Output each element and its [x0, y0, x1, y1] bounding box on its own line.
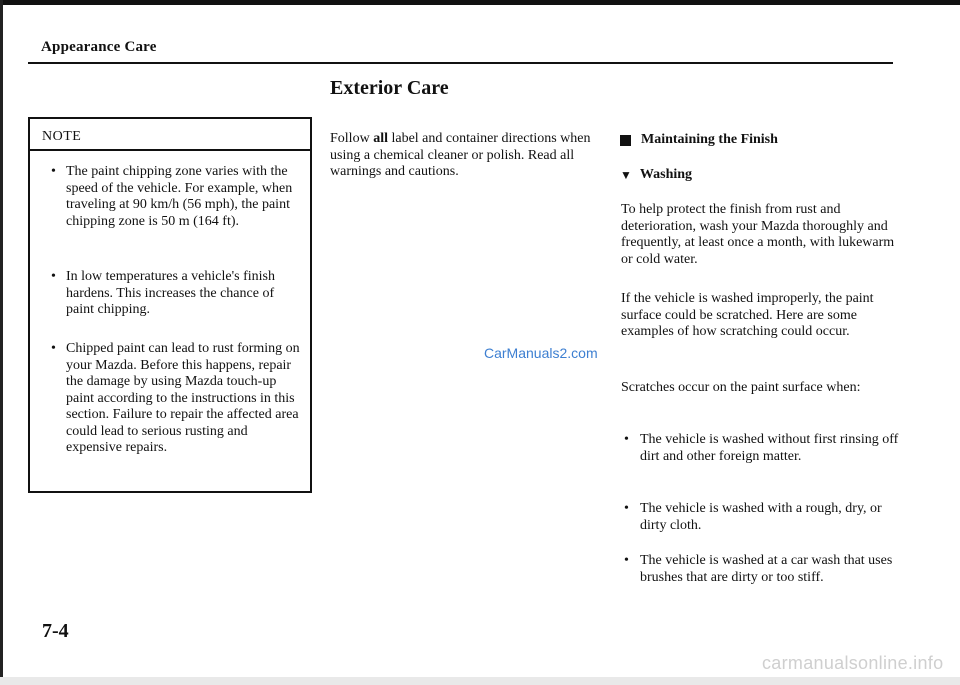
note-box [28, 117, 312, 493]
heading-maintaining [620, 132, 778, 148]
paragraph-improper: If the vehicle is washed improperly, the paint surface could be scratched. Here are some examples of how scratching could occur. [621, 291, 874, 339]
page-frame-bottom [0, 677, 960, 685]
note-item: • Chipped paint can lead to rust forming on your Mazda. Before this happens, repair the damage by using Mazda touch-up paint according to the instructions in this section. Failure to repair the affected area could lead to serious rusting and expensive repairs. [66, 341, 302, 457]
header-rule [28, 62, 893, 64]
intro-suffix: label and container directions when using a chemical cleaner or polish. Read all warnings and cautions. [330, 131, 591, 179]
page-frame-top [0, 0, 960, 5]
list-item: • The vehicle is washed without first rinsing off dirt and other foreign matter. [640, 432, 902, 465]
section-header: Appearance Care [41, 39, 157, 55]
page-title: Exterior Care [330, 77, 449, 99]
intro-bold: all [373, 131, 388, 146]
page-frame-left [0, 0, 3, 685]
down-triangle-icon: ▼ [620, 167, 632, 182]
paragraph-scratches: Scratches occur on the paint surface when: [621, 380, 861, 395]
list-item: • The vehicle is washed with a rough, dry, or dirty cloth. [640, 501, 902, 534]
heading-maintaining-label: Maintaining the Finish [641, 132, 778, 147]
intro-prefix: Follow [330, 131, 374, 146]
note-item: • In low temperatures a vehicle's finish hardens. This increases the chance of paint chipping. [66, 269, 302, 319]
watermark-bottom: carmanualsonline.info [762, 653, 944, 673]
heading-washing-label: Washing [639, 167, 693, 182]
list-item: • The vehicle is washed at a car wash that uses brushes that are dirty or too stiff. [640, 553, 902, 586]
intro-paragraph [330, 131, 605, 181]
heading-washing [620, 167, 692, 183]
paragraph-protect: To help protect the finish from rust and deterioration, wash your Mazda thoroughly and frequently, at least once a month, with lukewarm or cold water. [621, 202, 895, 267]
page-number: 7-4 [42, 620, 69, 642]
square-bullet-icon [620, 135, 631, 146]
watermark-link[interactable]: CarManuals2.com [484, 345, 598, 361]
note-item: • The paint chipping zone varies with the speed of the vehicle. For example, when traveling at 90 km/h (56 mph), the paint chipping zone is 50 m (164 ft). [66, 164, 302, 230]
note-label: NOTE [30, 119, 310, 151]
